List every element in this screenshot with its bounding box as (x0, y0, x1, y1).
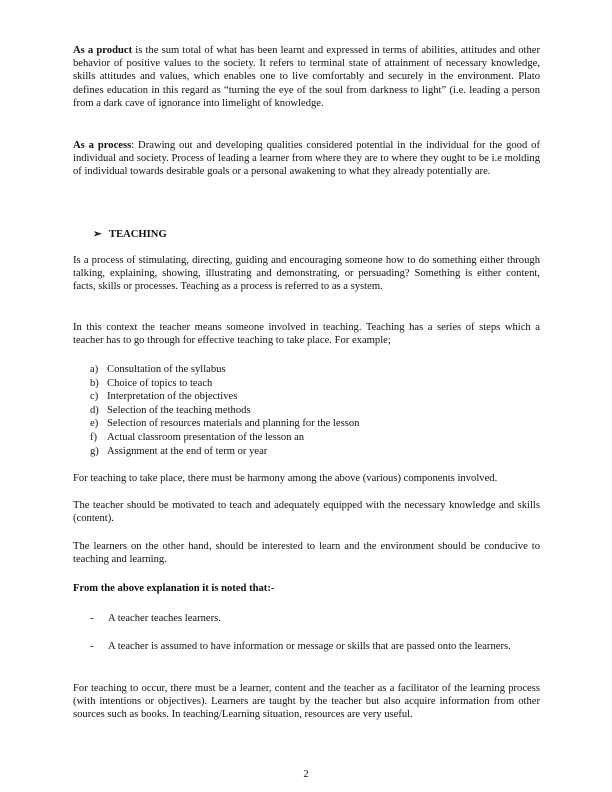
product-lead: As a product (73, 45, 133, 56)
noted-heading: From the above explanation it is noted that:- (73, 583, 275, 594)
document-page: As a product is the sum total of what has been learnt and expressed in terms of abilities, attitudes and other behavior of positive values to the society. It refers to terminal state of attainment of necessary knowledge, skills attitudes and values, which enables one to live comfortably and securely in the environment. Plato defines education in this regard as “turning the eye of the soul from darkness to light” (i.e. leading a person from a dark cave of ignorance into limelight of knowledge. As a process: Drawing out and developing qualities considered potential in the individual for the good of individual and society. Process of leading a learner from where they are to where they ought to be i.e molding of individual towards desirable goals or a personal awakening to what they already potentially are. ➢ TEACHING Is a process of stimulating, directing, guiding and encouraging someone how to do something either through talking, explaining, showing, illustrating and demonstrating, or persuading? Something is either content, facts, skills or processes. Teaching as a process is referred to as a system. In this context the teacher means someone involved in teaching. Teaching has a series of steps which a teacher has to go through for effective teaching to take place. For example; a) Consultation of the syllabus b) Choice of topics to teach c) Interpretation of the objectives d) Selection of the teaching methods e) Selection of resources materials and planning for the lesson f) Actual classroom presentation of the lesson an g) Assignment at the end of term or year For teaching to take place, there must be harmony among the above (various) components involved. The teacher should be motivated to teach and adequately equipped with the necessary knowledge and skills (content). The learners on the other hand, should be interested to learn and the environment should be conducive to teaching and learning. From the above explanation it is noted that:- - A teacher teaches learners. - A teacher is assumed to have information or message or skills that are passed onto the learners. For teaching to occur, there must be a learner, content and the teacher as a facilitator of the learning process (with intentions or objectives). Learners are taught by the teacher but also acquire information from other sources such as books. In teaching/Learning situation, resources are very useful. 2 (0, 0, 612, 792)
motivated-paragraph: The teacher should be motivated to teach and adequately equipped with the necessary knowledge and skills (content). (73, 500, 540, 525)
process-lead: As a process (73, 140, 132, 151)
list-item: e) Selection of resources materials and planning for the lesson (90, 418, 360, 430)
occur-paragraph: For teaching to occur, there must be a learner, content and the teacher as a facilitator of the learning process (with intentions or objectives). Learners are taught by the teacher but also acquire information from other sources such as books. In teaching/Learning situation, resources are very useful. (73, 683, 540, 721)
process-paragraph: As a process: Drawing out and developing qualities considered potential in the individual for the good of individual and society. Process of leading a learner from where they are to where they ought to be i.e molding of individual towards desirable goals or a personal awakening to what they already potentially are. (73, 140, 540, 178)
page-number: 2 (303, 769, 309, 780)
product-paragraph: As a product is the sum total of what has been learnt and expressed in terms of abilities, attitudes and other behavior of positive values to the society. It refers to terminal state of attainment of necessary knowledge, skills attitudes and values, which enables one to live comfortably and securely in the environment. Plato defines education in this regard as “turning the eye of the soul from darkness to light” (i.e. leading a person from a dark cave of ignorance into limelight of knowledge. (73, 45, 540, 109)
harmony-paragraph: For teaching to take place, there must be harmony among the above (various) components involved. (73, 473, 498, 484)
learners-paragraph: The learners on the other hand, should be interested to learn and the environment should be conducive to teaching and learning. (73, 541, 540, 566)
list-item: d) Selection of the teaching methods (90, 404, 251, 416)
list-item: b) Choice of topics to teach (90, 377, 213, 389)
list-item: c) Interpretation of the objectives (90, 391, 238, 403)
list-item: a) Consultation of the syllabus (90, 364, 226, 375)
teaching-steps-list (90, 363, 359, 458)
list-item: g) Assignment at the end of term or year (90, 445, 268, 457)
arrow-bullet-icon: ➢ (93, 229, 102, 240)
context-paragraph: In this context the teacher means someone involved in teaching. Teaching has a series of steps which a teacher has to go through for effective teaching to take place. For example; (73, 322, 540, 347)
list-item: f) Actual classroom presentation of the lesson an (90, 431, 305, 443)
teaching-definition: Is a process of stimulating, directing, guiding and encouraging someone how to do something either through talking, explaining, showing, illustrating and demonstrating, or persuading? Something is either content, facts, skills or processes. Teaching as a process is referred to as a system. (73, 255, 540, 293)
teaching-heading: ➢ TEACHING (93, 229, 167, 240)
